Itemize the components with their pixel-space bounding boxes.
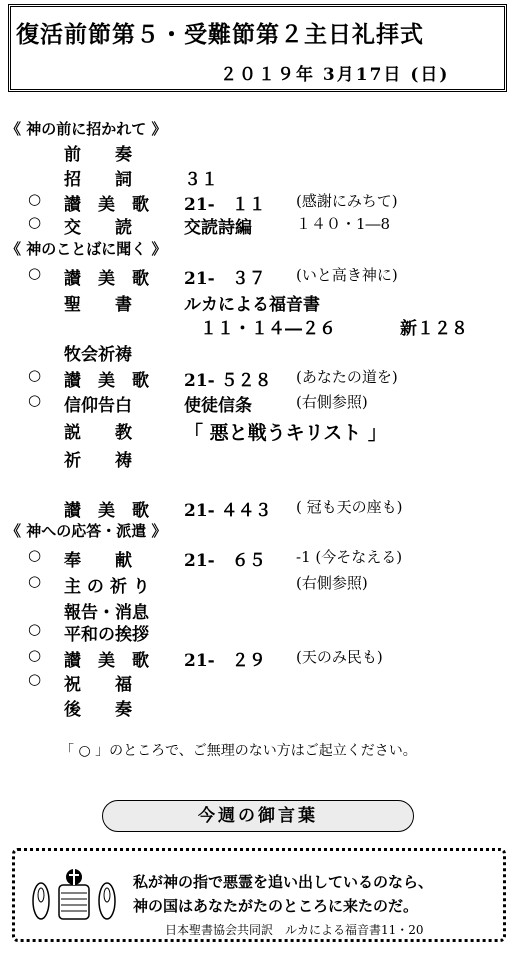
item-note: ( 冠も天の座も) [296,498,403,516]
order-item [0,366,517,390]
standing-note: 「 ○ 」のところで、ご無理のない方はご起立ください。 [60,743,417,759]
item-name: 祝 福 [64,675,132,695]
item-name: 説 教 [64,423,132,443]
order-item [0,646,517,670]
item-detail: 使徒信条 [184,396,252,416]
stand-mark: ○ [28,620,42,638]
order-item [0,572,517,596]
scripture-reference: １１・１４―２６ [200,319,336,339]
order-item [0,546,517,570]
order-item [0,496,517,520]
service-title: 復活前節第５・受難節第２主日礼拝式 [16,21,424,48]
item-name: 主 の 祈 り [64,577,150,597]
order-item [0,165,517,189]
order-item [0,213,517,237]
bible-illustration-icon [29,863,119,923]
order-item [0,391,517,415]
item-name: 奉 献 [64,551,132,571]
verse-line-2: 神の国はあなたがたのところに来たのだ。 [133,897,419,915]
item-name: 後 奏 [64,700,132,720]
item-note: (いと高き神に) [296,266,398,284]
scripture-reference-row [0,314,517,338]
item-note: (天のみ民も) [296,648,383,666]
item-name: 讃 美 歌 [64,371,149,391]
item-name: 聖 書 [64,295,132,315]
item-name: 平和の挨拶 [64,625,149,645]
section-heading [0,118,517,142]
item-detail: 21- ２９ [184,651,266,671]
stand-mark: ○ [28,646,42,664]
stand-mark: ○ [28,264,42,282]
item-detail: ルカによる福音書 [184,295,320,315]
item-note: -1 (今そなえる) [296,548,403,566]
item-note: (右側参照) [296,393,368,411]
section-heading [0,520,517,544]
scripture-page: 新１２８ [400,319,468,339]
item-note: (感謝にみちて) [296,192,398,210]
item-detail: 21- ５２８ [184,371,272,391]
order-item [0,290,517,314]
item-name: 招 詞 [64,170,132,190]
order-item [0,340,517,364]
item-name: 前 奏 [64,145,132,165]
verse-box [12,848,506,942]
item-note: (右側参照) [296,574,368,592]
item-note: (あなたの道を) [296,368,398,386]
stand-mark: ○ [28,391,42,409]
section-label: 《 神の前に招かれて 》 [6,120,167,138]
stand-mark: ○ [28,213,42,231]
item-detail: 21- ４４３ [184,501,272,521]
item-detail: 「 悪と戦うキリスト 」 [184,422,387,444]
item-detail: 21- ３７ [184,269,266,289]
order-item [0,446,517,470]
section-label: 《 神への応答・派遣 》 [6,522,167,540]
item-name: 讃 美 歌 [64,501,149,521]
section-heading [0,238,517,262]
item-name: 祈 祷 [64,451,132,471]
item-name: 交 読 [64,218,132,238]
item-detail: ３１ [184,170,218,190]
order-item [0,190,517,214]
section-label: 《 神のことばに聞く 》 [6,240,167,258]
stand-mark: ○ [28,572,42,590]
weekly-word-heading: 今週の御言葉 [102,800,414,832]
stand-mark: ○ [28,366,42,384]
order-item [0,670,517,694]
order-item [0,695,517,719]
verse-reference: 日本聖書協会共同訳 ルカによる福音書11・20 [165,923,424,937]
order-item [0,418,517,442]
item-name: 讃 美 歌 [64,269,149,289]
item-name: 報告・消息 [64,603,149,623]
stand-mark: ○ [28,190,42,208]
item-detail: 21- ６５ [184,551,266,571]
item-note: １４０・1―8 [296,215,391,233]
item-name: 信仰告白 [64,396,132,416]
verse-line-1: 私が神の指で悪霊を追い出しているのなら、 [133,873,434,891]
order-item [0,140,517,164]
item-name: 讃 美 歌 [64,651,149,671]
item-name: 牧会祈祷 [64,345,132,365]
order-item [0,620,517,644]
service-date: ２０１９年 3月17日 (日) [220,65,450,85]
order-item [0,598,517,622]
stand-mark: ○ [28,670,42,688]
stand-mark: ○ [28,546,42,564]
item-name: 讃 美 歌 [64,195,149,215]
item-detail: 交読詩編 [184,218,252,238]
item-detail: 21- １１ [184,195,266,215]
order-item [0,264,517,288]
